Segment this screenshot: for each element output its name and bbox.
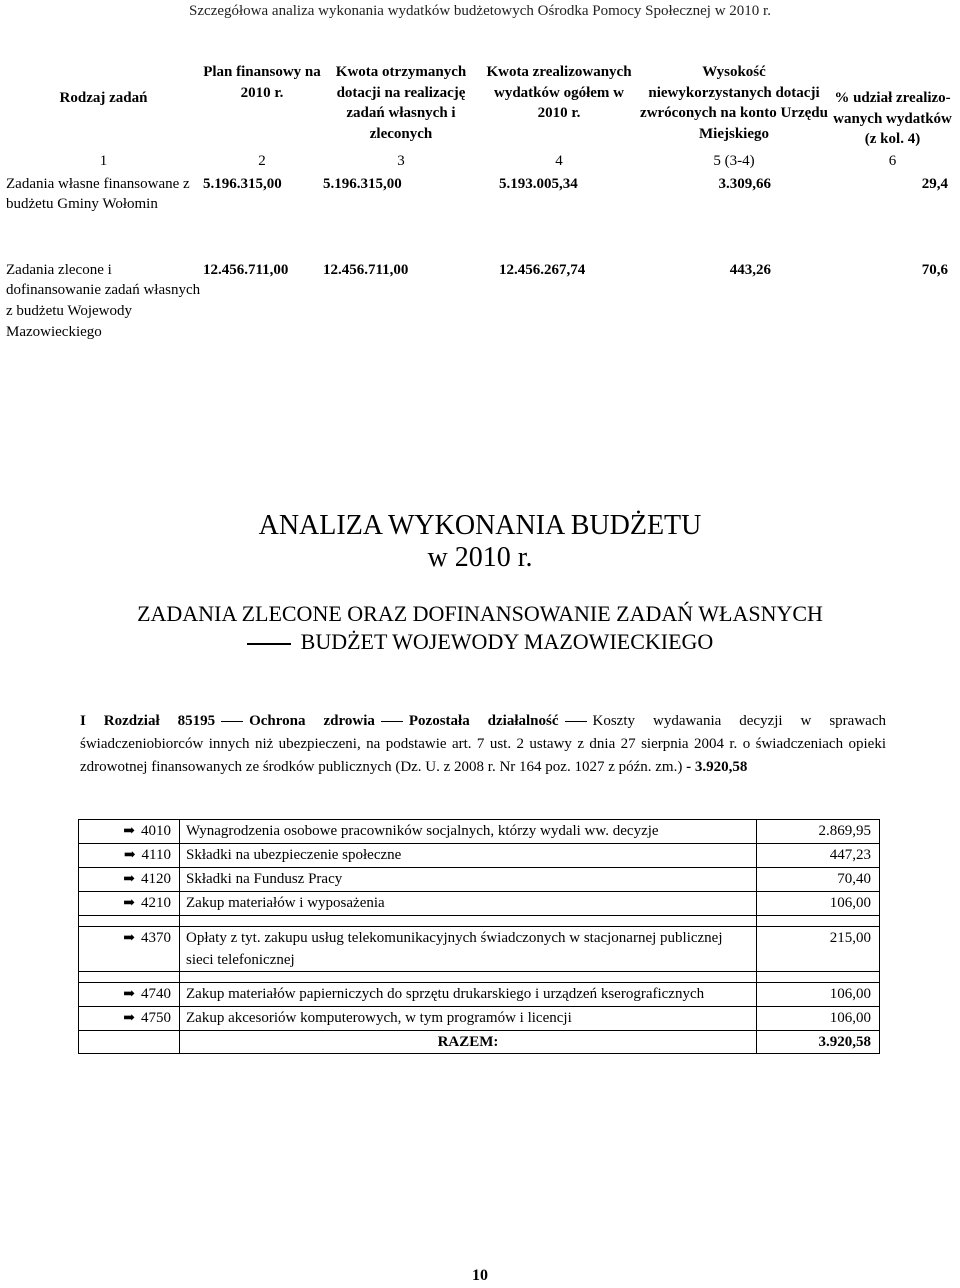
arrow-icon: ➡ (123, 872, 135, 887)
item-desc: Zakup materiałów i wyposażenia (180, 892, 757, 916)
item-desc: Opłaty z tyt. zakupu usług telekomunikacyjnych świadczonych w stacjonarnej publicznej sieci telefonicznej (180, 927, 757, 972)
analysis-title-line2: w 2010 r. (427, 542, 533, 573)
total-empty (79, 1031, 180, 1054)
item-row (79, 983, 880, 1007)
row-percent: 29,4 (921, 175, 948, 192)
row-returned: 3.309,66 (718, 175, 771, 192)
section-title-line1: ZADANIA ZLECONE ORAZ DOFINANSOWANIE ZADAŃ WŁASNYCH (137, 601, 823, 626)
item-amount: 106,00 (757, 983, 880, 1007)
arrow-icon: ➡ (123, 1011, 135, 1026)
item-amount: 70,40 (757, 868, 880, 892)
total-label: RAZEM: (180, 1031, 757, 1054)
header-otrzymane: Kwota otrzymanych dotacji na realizację zadań własnych i zleconych (335, 64, 467, 142)
item-amount: 215,00 (757, 927, 880, 972)
header-niewykorzystane: Wysokość niewykorzystanych dotacji zwróconych na konto Urzędu Miejskiego (640, 64, 828, 142)
arrow-icon: ➡ (123, 824, 135, 839)
header-rodzaj: Rodzaj zadań (59, 90, 148, 106)
column-number: 2 (258, 153, 266, 170)
item-amount: 447,23 (757, 844, 880, 868)
item-row (79, 868, 880, 892)
item-row (79, 844, 880, 868)
item-desc: Zakup materiałów papierniczych do sprzętu drukarskiego i urządzeń kserograficznych (180, 983, 757, 1007)
column-number: 4 (555, 153, 563, 170)
items-table (78, 819, 880, 1054)
chapter-description (80, 710, 886, 779)
items-total-row (79, 1031, 880, 1054)
item-desc: Wynagrodzenia osobowe pracowników socjalnych, którzy wydali ww. decyzje (180, 820, 757, 844)
chapter-dzial: Ochrona zdrowia (249, 713, 375, 729)
row-name: Zadania własne finansowane z budżetu Gminy Wołomin (6, 175, 190, 213)
item-amount: 106,00 (757, 1007, 880, 1031)
arrow-icon: ➡ (123, 848, 136, 863)
arrow-icon: ➡ (123, 931, 135, 946)
item-code: ➡ 4010 (79, 820, 180, 844)
item-row (79, 1007, 880, 1031)
item-row (79, 892, 880, 916)
arrow-icon: ➡ (123, 896, 135, 911)
item-row (79, 927, 880, 972)
row-plan: 12.456.711,00 (203, 261, 289, 278)
total-amount: 3.920,58 (757, 1031, 880, 1054)
chapter-text: Koszty wydawania decyzji w sprawach świadczeniobiorców innych niż ubezpieczeni, na podstawie art. 7 ust. 2 ustawy z dnia 27 sierpnia 2004 r. o świadczeniach opieki zdrowotnej finansowanych ze środków publicznych (Dz. U. z 2008 r. Nr 164 poz. 1027 z późn. zm.) (80, 713, 886, 775)
item-code: ➡ 4750 (79, 1007, 180, 1031)
row-spent: 12.456.267,74 (499, 261, 586, 278)
row-percent: 70,6 (921, 261, 948, 278)
dash-decoration (381, 721, 403, 722)
item-row (79, 820, 880, 844)
item-amount: 106,00 (757, 892, 880, 916)
section-title-line2-wrap (0, 628, 960, 656)
section-title (0, 600, 960, 656)
analysis-title-line1: ANALIZA WYKONANIA BUDŻETU (258, 510, 702, 541)
chapter-nazwa: Pozostała działalność (408, 713, 559, 729)
chapter-rozdzial: I Rozdział 85195 (80, 713, 216, 729)
column-number: 6 (888, 153, 897, 170)
item-code: ➡ 4120 (79, 868, 180, 892)
row-plan: 5.196.315,00 (203, 175, 282, 192)
row-spent: 5.193.005,34 (499, 175, 578, 192)
chapter-total: - 3.920,58 (682, 759, 748, 775)
row-returned: 443,26 (729, 261, 771, 278)
row-name: Zadania zlecone i dofinansowanie zadań własnych z budżetu Wojewody Mazowieckiego (6, 261, 201, 340)
row-received: 5.196.315,00 (323, 175, 402, 192)
dash-decoration (247, 643, 291, 645)
item-code: ➡ 4740 (79, 983, 180, 1007)
dash-decoration (565, 721, 587, 722)
arrow-icon: ➡ (123, 987, 135, 1002)
summary-table (6, 62, 956, 342)
column-number: 5 (3-4) (713, 153, 755, 170)
header-zrealizowane: Kwota zrealizowanych wydatków ogółem w 2010 r. (486, 64, 632, 122)
page-number: 10 (472, 1267, 488, 1284)
header-udzial: % udział zrealizo-wanych wydatków (z kol. 4) (833, 90, 952, 148)
spacer-row (79, 972, 880, 983)
item-amount: 2.869,95 (757, 820, 880, 844)
column-number: 3 (397, 153, 405, 170)
item-code: ➡ 4210 (79, 892, 180, 916)
column-number-row (6, 150, 956, 174)
spacer-row (79, 916, 880, 927)
column-number: 1 (99, 153, 108, 170)
page-header: Szczegółowa analiza wykonania wydatków budżetowych Ośrodka Pomocy Społecznej w 2010 r. (189, 3, 771, 19)
summary-row-wlasne (6, 174, 956, 260)
item-desc: Składki na ubezpieczenie społeczne (180, 844, 757, 868)
row-received: 12.456.711,00 (323, 261, 409, 278)
summary-header-row (6, 62, 956, 150)
analysis-title (0, 510, 960, 574)
item-code: ➡ 4370 (79, 927, 180, 972)
summary-row-zlecone (6, 260, 956, 342)
item-code: ➡ 4110 (79, 844, 180, 868)
section-title-line2: BUDŻET WOJEWODY MAZOWIECKIEGO (300, 629, 714, 654)
item-desc: Zakup akcesoriów komputerowych, w tym programów i licencji (180, 1007, 757, 1031)
item-desc: Składki na Fundusz Pracy (180, 868, 757, 892)
dash-decoration (221, 721, 243, 722)
header-plan: Plan finansowy na 2010 r. (203, 64, 321, 101)
